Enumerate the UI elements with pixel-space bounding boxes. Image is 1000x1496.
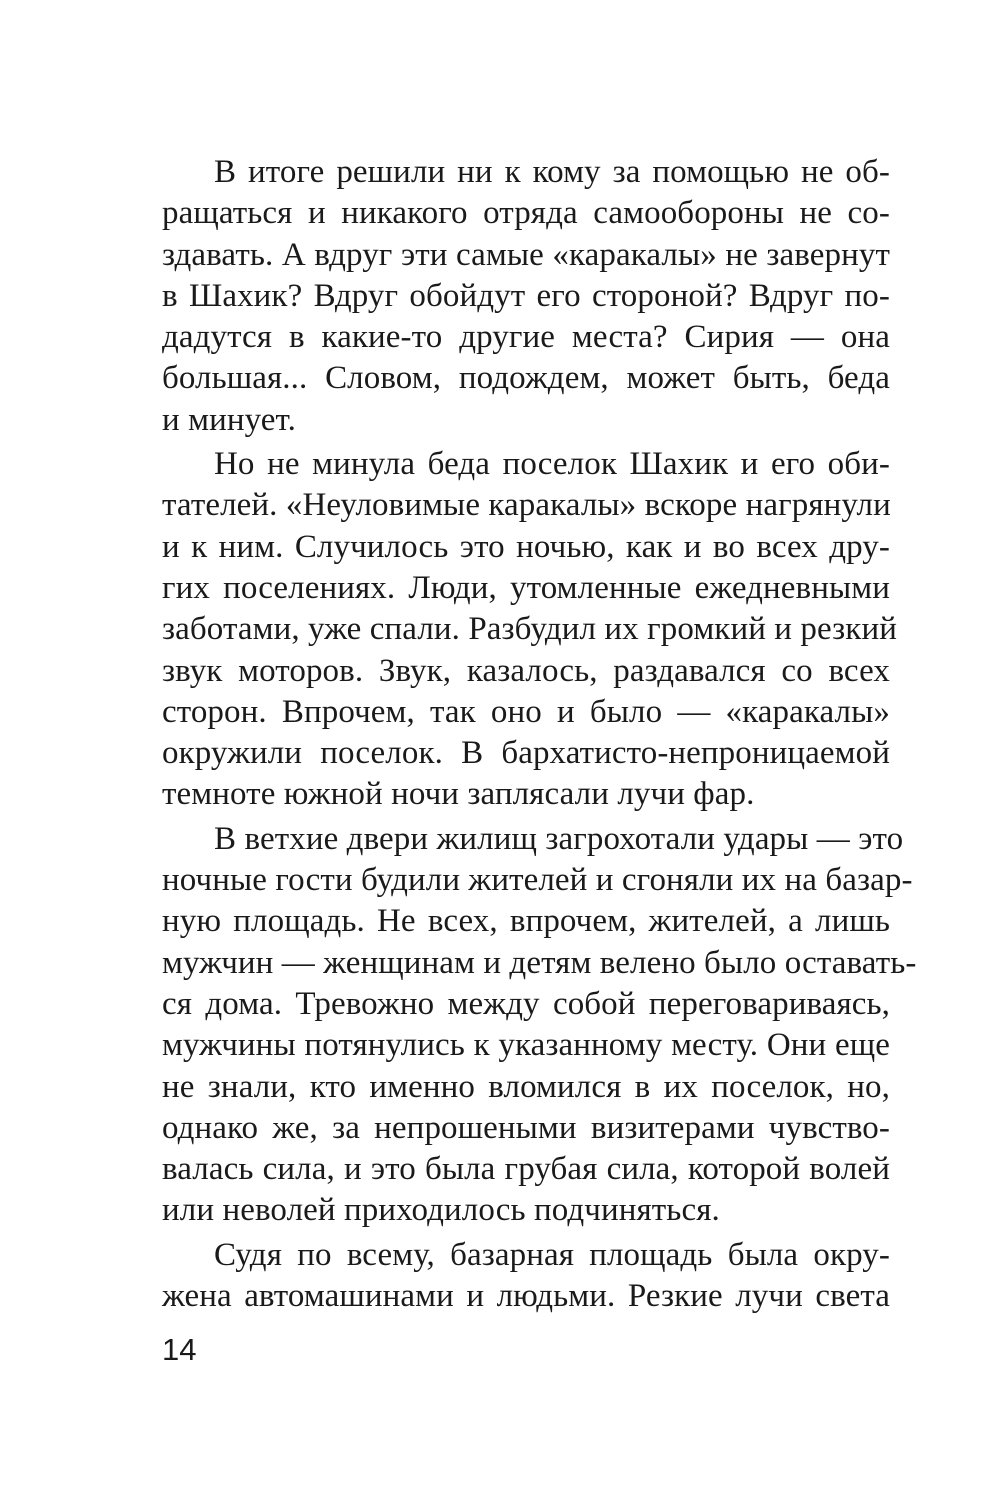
page-number: 14 <box>162 1332 197 1367</box>
text-line: гих поселениях. Люди, утомленные ежедневными <box>162 569 890 606</box>
text-line: не знали, кто именно вломился в их поселок, но, <box>162 1068 890 1105</box>
text-line: в Шахик? Вдруг обойдут его стороной? Вдруг по- <box>162 277 890 314</box>
text-line: и минует. <box>162 401 296 438</box>
text-line: мужчины потянулись к указанному месту. Они еще <box>162 1027 890 1064</box>
text-line: В итоге решили ни к кому за помощью не об- <box>214 154 890 190</box>
text-line: валась сила, и это была грубая сила, которой волей <box>162 1151 890 1188</box>
paragraph-2 <box>162 444 897 816</box>
text-line: мужчин — женщинам и детям велено было оставать- <box>162 944 917 981</box>
body-text <box>162 152 917 1317</box>
text-line: ся дома. Тревожно между собой переговариваясь, <box>162 985 890 1022</box>
text-line: ночные гости будили жителей и сгоняли их на базар- <box>162 862 913 899</box>
text-line: жена автомашинами и людьми. Резкие лучи света <box>162 1278 890 1315</box>
text-line: сторон. Впрочем, так оно и было — «каракалы» <box>162 693 890 730</box>
text-line: ную площадь. Не всех, впрочем, жителей, а лишь <box>162 903 890 940</box>
paragraph-1 <box>162 152 890 441</box>
text-line: однако же, за непрошеными визитерами чувство- <box>162 1109 890 1146</box>
text-line: здавать. А вдруг эти самые «каракалы» не завернут <box>162 236 890 273</box>
text-line: В ветхие двери жилищ загрохотали удары — это <box>214 820 904 857</box>
text-line: Но не минула беда поселок Шахик и его оби- <box>214 446 890 483</box>
text-line: или неволей приходилось подчиняться. <box>162 1192 720 1229</box>
paragraph-4 <box>162 1235 890 1318</box>
text-line: тателей. «Неуловимые каракалы» вскоре нагрянули <box>162 487 891 524</box>
text-line: заботами, уже спали. Разбудил их громкий и резкий <box>162 611 897 648</box>
text-line: звук моторов. Звук, казалось, раздавался со всех <box>162 652 890 689</box>
text-line: ращаться и никакого отряда самообороны не со- <box>162 195 890 232</box>
text-line: дадутся в какие-то другие места? Сирия — она <box>162 319 890 356</box>
text-line: большая... Словом, подождем, может быть, беда <box>162 360 890 397</box>
text-line: Судя по всему, базарная площадь была окру- <box>214 1236 890 1273</box>
text-line: темноте южной ночи заплясали лучи фар. <box>162 776 755 813</box>
text-line: окружили поселок. В бархатисто-непроницаемой <box>162 735 890 772</box>
text-line: и к ним. Случилось это ночью, как и во всех дру- <box>162 528 890 565</box>
paragraph-3 <box>162 819 917 1232</box>
